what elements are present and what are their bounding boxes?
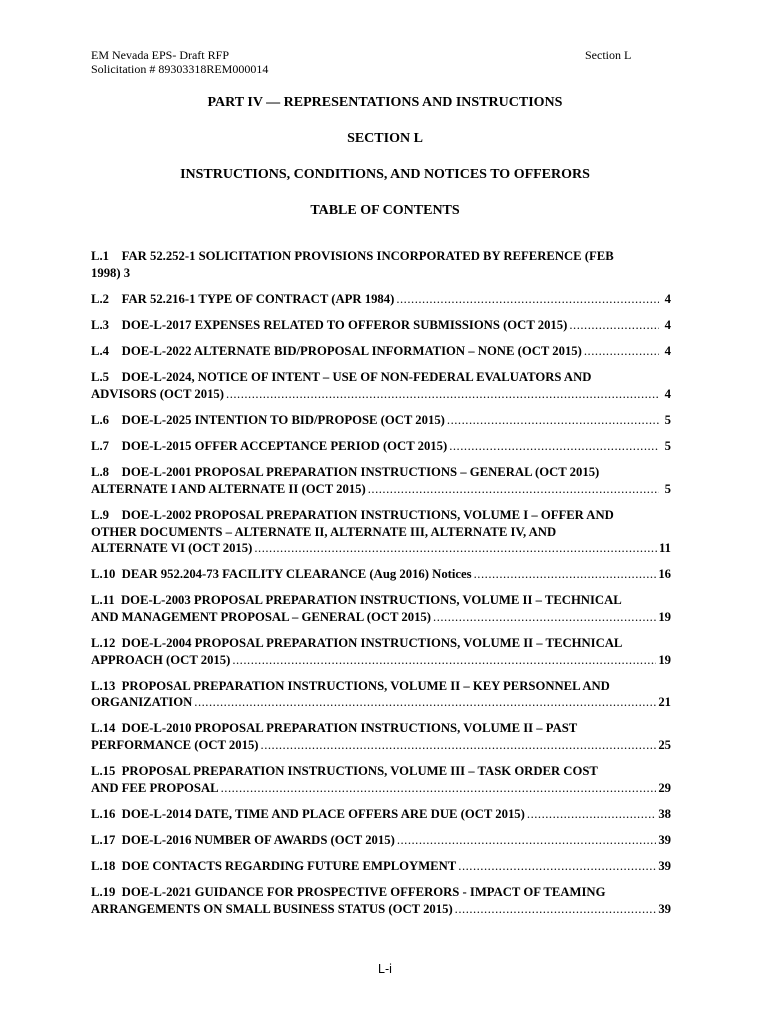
toc-entry[interactable]	[91, 507, 671, 557]
dot-leader	[232, 652, 656, 669]
toc-entry[interactable]	[91, 464, 671, 497]
toc-page-number: 39	[658, 859, 671, 874]
toc-entry[interactable]	[91, 678, 671, 711]
toc-entry-title-line: AND MANAGEMENT PROPOSAL – GENERAL (OCT 2015)	[91, 609, 432, 624]
dot-leader	[458, 858, 656, 875]
dot-leader	[474, 566, 657, 583]
toc-page-number: 4	[664, 344, 671, 359]
table-of-contents	[91, 248, 671, 927]
toc-entry-title-line: ADVISORS (OCT 2015)	[91, 386, 225, 401]
toc-entry-title-line: ALTERNATE VI (OCT 2015)	[91, 541, 253, 555]
toc-page-number: 29	[658, 780, 671, 795]
toc-entry-title-line: L.13 PROPOSAL PREPARATION INSTRUCTIONS, VOLUME II – KEY PERSONNEL AND	[91, 678, 610, 693]
toc-entry-title-line: APPROACH (OCT 2015)	[91, 652, 231, 667]
dot-leader	[397, 832, 657, 849]
dot-leader	[455, 901, 657, 918]
toc-heading: TABLE OF CONTENTS	[310, 203, 460, 218]
toc-entry-title-line: L.10 DEAR 952.204-73 FACILITY CLEARANCE (Aug 2016) Notices	[91, 567, 472, 582]
toc-entry-title-line: L.2 FAR 52.216-1 TYPE OF CONTRACT (APR 1984)	[91, 291, 395, 306]
toc-page-number: 5	[664, 439, 671, 454]
toc-entry-title-line: AND FEE PROPOSAL	[91, 780, 219, 795]
toc-entry[interactable]	[91, 291, 671, 308]
header-solicitation-number: Solicitation # 89303318REM000014	[91, 62, 269, 76]
toc-entry[interactable]	[91, 343, 671, 360]
toc-entry[interactable]	[91, 720, 671, 753]
toc-entry-title-line: L.17 DOE-L-2016 NUMBER OF AWARDS (OCT 2015)	[91, 833, 395, 847]
toc-entry[interactable]	[91, 858, 671, 875]
toc-entry[interactable]	[91, 438, 671, 455]
toc-entry-title-line: L.5 DOE-L-2024, NOTICE OF INTENT – USE OF NON-FEDERAL EVALUATORS AND	[91, 370, 592, 385]
toc-entry-title-line: L.3 DOE-L-2017 EXPENSES RELATED TO OFFEROR SUBMISSIONS (OCT 2015)	[91, 317, 568, 332]
toc-entry-title-line: L.16 DOE-L-2014 DATE, TIME AND PLACE OFFERS ARE DUE (OCT 2015)	[91, 806, 525, 821]
page-number: L-i	[378, 962, 392, 976]
section-subtitle: INSTRUCTIONS, CONDITIONS, AND NOTICES TO OFFERORS	[180, 167, 590, 182]
toc-page-number: 4	[664, 317, 671, 332]
toc-entry[interactable]	[91, 832, 671, 849]
dot-leader	[396, 291, 659, 308]
toc-entry[interactable]	[91, 592, 671, 625]
toc-page-number: 19	[658, 609, 671, 624]
toc-page-number: 19	[658, 652, 671, 667]
toc-entry-title-line: L.7 DOE-L-2015 OFFER ACCEPTANCE PERIOD (OCT 2015)	[91, 439, 448, 454]
toc-entry[interactable]	[91, 763, 671, 796]
title-block	[91, 95, 679, 219]
dot-leader	[368, 481, 659, 498]
toc-entry-title-line: L.6 DOE-L-2025 INTENTION TO BID/PROPOSE (OCT 2015)	[91, 412, 445, 427]
toc-entry-title-line: L.14 DOE-L-2010 PROPOSAL PREPARATION INSTRUCTIONS, VOLUME II – PAST	[91, 721, 578, 736]
toc-entry-title-line: L.12 DOE-L-2004 PROPOSAL PREPARATION INSTRUCTIONS, VOLUME II – TECHNICAL	[91, 636, 623, 651]
dot-leader	[527, 806, 656, 823]
document-header-left	[91, 48, 268, 76]
toc-entry-title-line: OTHER DOCUMENTS – ALTERNATE II, ALTERNATE III, ALTERNATE IV, AND	[91, 524, 557, 539]
dot-leader	[261, 737, 657, 754]
dot-leader	[447, 412, 659, 429]
dot-leader	[584, 343, 659, 360]
toc-entry-title-line: L.8 DOE-L-2001 PROPOSAL PREPARATION INSTRUCTIONS – GENERAL (OCT 2015)	[91, 465, 600, 480]
toc-entry[interactable]	[91, 248, 671, 281]
toc-entry-title-line: L.11 DOE-L-2003 PROPOSAL PREPARATION INSTRUCTIONS, VOLUME II – TECHNICAL	[91, 593, 622, 608]
part-title: PART IV — REPRESENTATIONS AND INSTRUCTIONS	[207, 95, 563, 110]
toc-page-number: 4	[664, 291, 671, 306]
toc-page-number: 5	[664, 481, 671, 496]
dot-leader	[449, 438, 659, 455]
dot-leader	[569, 317, 659, 334]
section-title: SECTION L	[347, 131, 423, 146]
toc-entry-title-line: ORGANIZATION	[91, 695, 193, 710]
toc-entry[interactable]	[91, 884, 671, 917]
toc-page-number: 39	[658, 901, 671, 916]
toc-page-number: 21	[658, 695, 671, 710]
toc-entry[interactable]	[91, 635, 671, 668]
toc-entry-title-line: L.9 DOE-L-2002 PROPOSAL PREPARATION INSTRUCTIONS, VOLUME I – OFFER AND	[91, 508, 614, 522]
dot-leader	[226, 386, 659, 403]
toc-page-number: 5	[664, 412, 671, 427]
toc-entry-title-line: L.4 DOE-L-2022 ALTERNATE BID/PROPOSAL INFORMATION – NONE (OCT 2015)	[91, 344, 582, 359]
toc-entry[interactable]	[91, 369, 671, 402]
header-rfp-title: EM Nevada EPS- Draft RFP	[91, 48, 229, 62]
toc-entry[interactable]	[91, 412, 671, 429]
toc-page-number: 11	[659, 541, 671, 555]
toc-entry[interactable]	[91, 806, 671, 823]
toc-entry-title-line: ARRANGEMENTS ON SMALL BUSINESS STATUS (OCT 2015)	[91, 901, 453, 916]
toc-entry-title-line: ALTERNATE I AND ALTERNATE II (OCT 2015)	[91, 481, 366, 496]
toc-entry-title-line: L.1 FAR 52.252-1 SOLICITATION PROVISIONS INCORPORATED BY REFERENCE (FEB	[91, 249, 614, 263]
dot-leader	[433, 609, 656, 626]
dot-leader	[254, 540, 657, 557]
toc-entry[interactable]	[91, 317, 671, 334]
toc-entry-title-line: PERFORMANCE (OCT 2015)	[91, 737, 259, 752]
toc-page-number: 25	[658, 737, 671, 752]
toc-page-number: 16	[658, 567, 671, 582]
toc-page-number: 39	[658, 833, 671, 847]
toc-entry-title-line: L.15 PROPOSAL PREPARATION INSTRUCTIONS, VOLUME III – TASK ORDER COST	[91, 764, 598, 779]
toc-entry-title-line: L.19 DOE-L-2021 GUIDANCE FOR PROSPECTIVE OFFERORS - IMPACT OF TEAMING	[91, 885, 606, 900]
dot-leader	[194, 694, 656, 711]
toc-entry-title-line: L.18 DOE CONTACTS REGARDING FUTURE EMPLOYMENT	[91, 859, 457, 874]
toc-page-number: 4	[664, 386, 671, 401]
toc-entry[interactable]	[91, 566, 671, 583]
toc-entry-title-line: 1998) 3	[91, 265, 131, 280]
header-section-label: Section L	[585, 48, 632, 62]
dot-leader	[221, 780, 657, 797]
toc-page-number: 38	[658, 806, 671, 821]
